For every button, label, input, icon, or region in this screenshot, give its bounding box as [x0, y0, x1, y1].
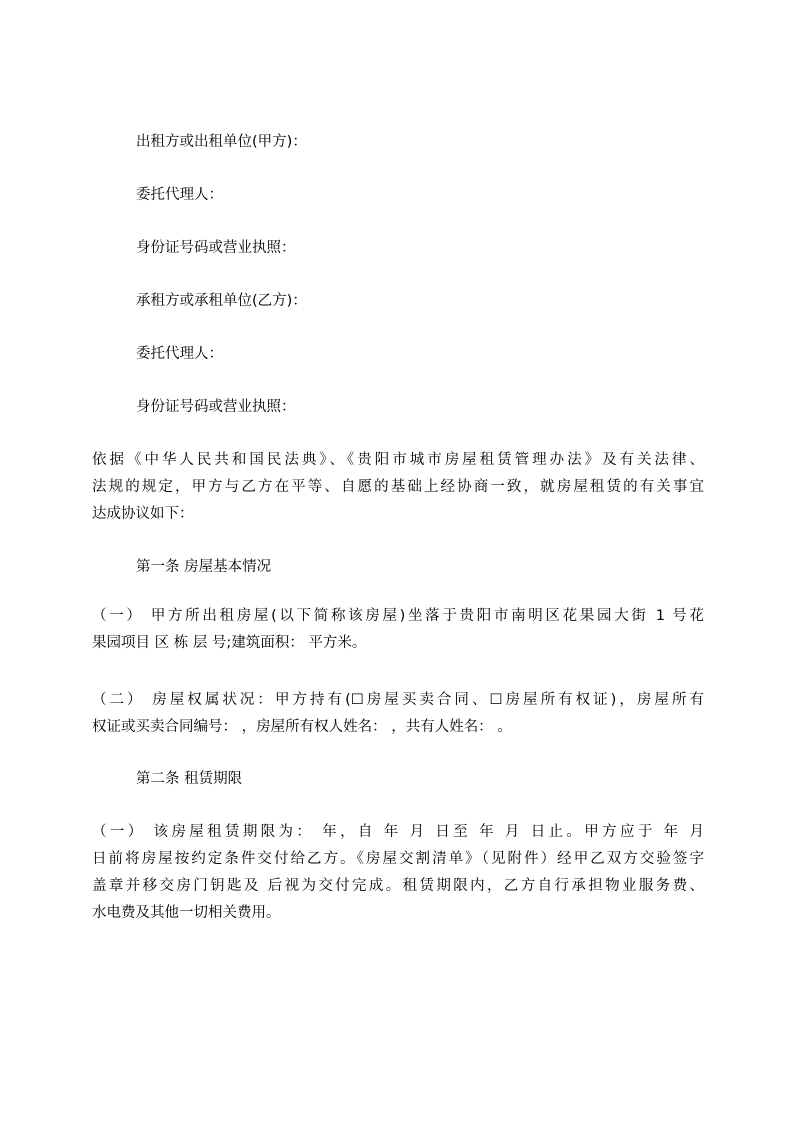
article2-clause1	[92, 819, 704, 927]
lessor-agent-line: 委托代理人：	[136, 187, 223, 203]
article2-heading: 第二条 租赁期限	[136, 771, 243, 787]
lessor-line: 出租方或出租单位(甲方)：	[136, 134, 307, 150]
article1-heading: 第一条 房屋基本情况	[136, 559, 272, 575]
lessee-line: 承租方或承租单位(乙方)：	[136, 293, 307, 309]
clause-row: 权证或买卖合同编号： ，房屋所有权人姓名： ，共有人姓名： 。	[92, 719, 512, 735]
clause-row: （二） 房屋权属状况：甲方持有(☐房屋买卖合同、☐房屋所有权证)，房屋所有	[92, 692, 704, 708]
clause-row: （一） 该房屋租赁期限为： 年，自 年 月 日至 年 月 日止。甲方应于 年 月	[92, 824, 704, 840]
preamble-row: 法规的规定，甲方与乙方在平等、自愿的基础上经协商一致，就房屋租赁的有关事宜	[92, 479, 704, 495]
lessee-id-line: 身份证号码或营业执照：	[136, 399, 296, 415]
clause-row: 果园项目 区 栋 层 号;建筑面积： 平方米。	[92, 635, 367, 651]
article1-clause2	[92, 687, 704, 741]
clause-row: （一） 甲方所出租房屋(以下简称该房屋)坐落于贵阳市南明区花果园大街 1 号花	[92, 608, 704, 624]
lessor-id-line: 身份证号码或营业执照：	[136, 240, 296, 256]
clause-row: 盖章并移交房门钥匙及 后视为交付完成。租赁期限内，乙方自行承担物业服务费、	[92, 878, 704, 894]
lessee-agent-line: 委托代理人：	[136, 346, 223, 362]
preamble-paragraph	[92, 447, 704, 528]
preamble-row: 依据《中华人民共和国民法典》、《贵阳市城市房屋租赁管理办法》及有关法律、	[92, 452, 704, 468]
clause-row: 日前将房屋按约定条件交付给乙方。《房屋交割清单》（见附件）经甲乙双方交验签字	[92, 851, 704, 867]
preamble-row: 达成协议如下：	[92, 506, 194, 522]
clause-row: 水电费及其他一切相关费用。	[92, 905, 281, 921]
article1-clause1	[92, 603, 704, 657]
